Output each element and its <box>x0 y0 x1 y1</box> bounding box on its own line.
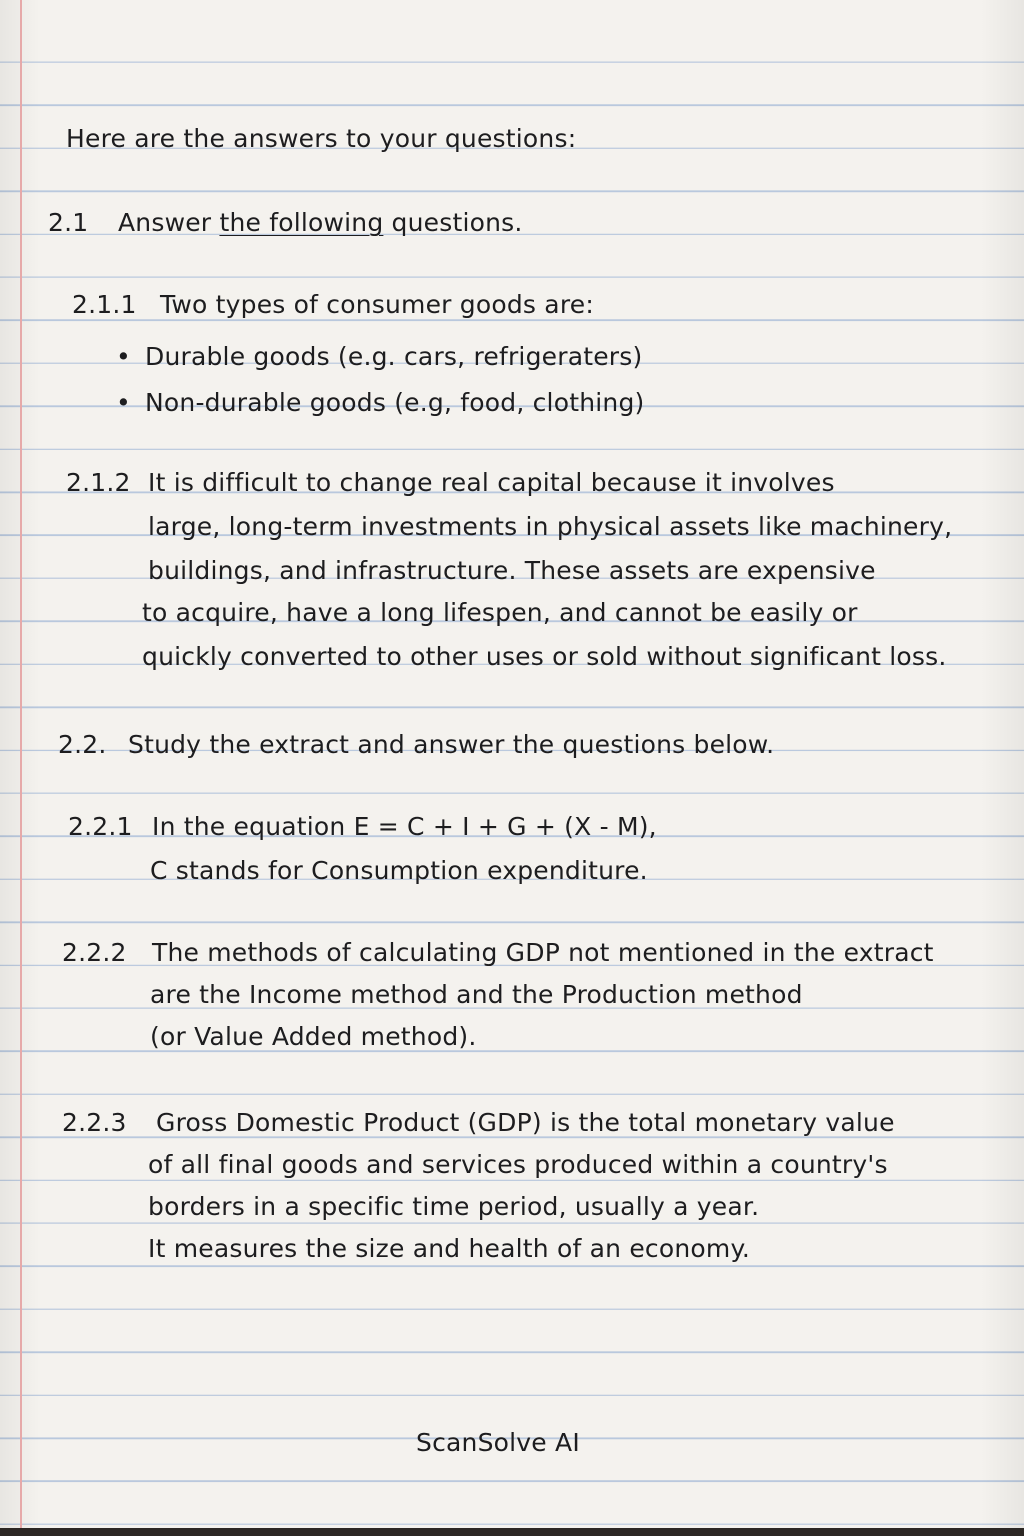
title-prefix: Answer <box>118 208 220 237</box>
section-number: 2.1 <box>48 208 89 237</box>
question-number: 2.2.2 <box>62 938 127 967</box>
answer-line: In the equation E = C + I + G + (X - M), <box>152 812 657 841</box>
answer-line: are the Income method and the Production method <box>150 980 803 1009</box>
signature: ScanSolve AI <box>416 1428 580 1457</box>
intro-text: Here are the answers to your questions: <box>66 124 577 153</box>
answer-line: It is difficult to change real capital because it involves <box>148 468 835 497</box>
answer-line: It measures the size and health of an economy. <box>148 1234 751 1263</box>
section-title: Study the extract and answer the questions below. <box>128 730 775 759</box>
section-title <box>118 208 523 237</box>
title-underlined: the following <box>219 208 384 237</box>
question-number: 2.1.2 <box>66 468 131 497</box>
answer-line: borders in a specific time period, usually a year. <box>148 1192 760 1221</box>
desk-edge <box>0 1528 1024 1536</box>
answer-line: of all final goods and services produced within a country's <box>148 1150 888 1179</box>
bullet-item: Durable goods (e.g. cars, refrigeraters) <box>145 342 643 371</box>
answer-line: to acquire, have a long lifespen, and cannot be easily or <box>142 598 858 627</box>
answer-line: (or Value Added method). <box>150 1022 477 1051</box>
title-suffix: questions. <box>383 208 523 237</box>
bullet-icon: • <box>116 388 131 417</box>
question-number: 2.1.1 <box>72 290 137 319</box>
bullet-icon: • <box>116 342 131 371</box>
answer-line: quickly converted to other uses or sold without significant loss. <box>142 642 947 671</box>
question-text: Two types of consumer goods are: <box>160 290 594 319</box>
answer-line: Gross Domestic Product (GDP) is the total monetary value <box>156 1108 895 1137</box>
section-number: 2.2. <box>58 730 107 759</box>
bullet-item: Non-durable goods (e.g, food, clothing) <box>145 388 645 417</box>
answer-line: buildings, and infrastructure. These assets are expensive <box>148 556 876 585</box>
margin-line <box>20 0 22 1528</box>
question-number: 2.2.3 <box>62 1108 127 1137</box>
answer-line: The methods of calculating GDP not mentioned in the extract <box>152 938 934 967</box>
question-number: 2.2.1 <box>68 812 133 841</box>
answer-line: C stands for Consumption expenditure. <box>150 856 648 885</box>
answer-line: large, long-term investments in physical assets like machinery, <box>148 512 953 541</box>
